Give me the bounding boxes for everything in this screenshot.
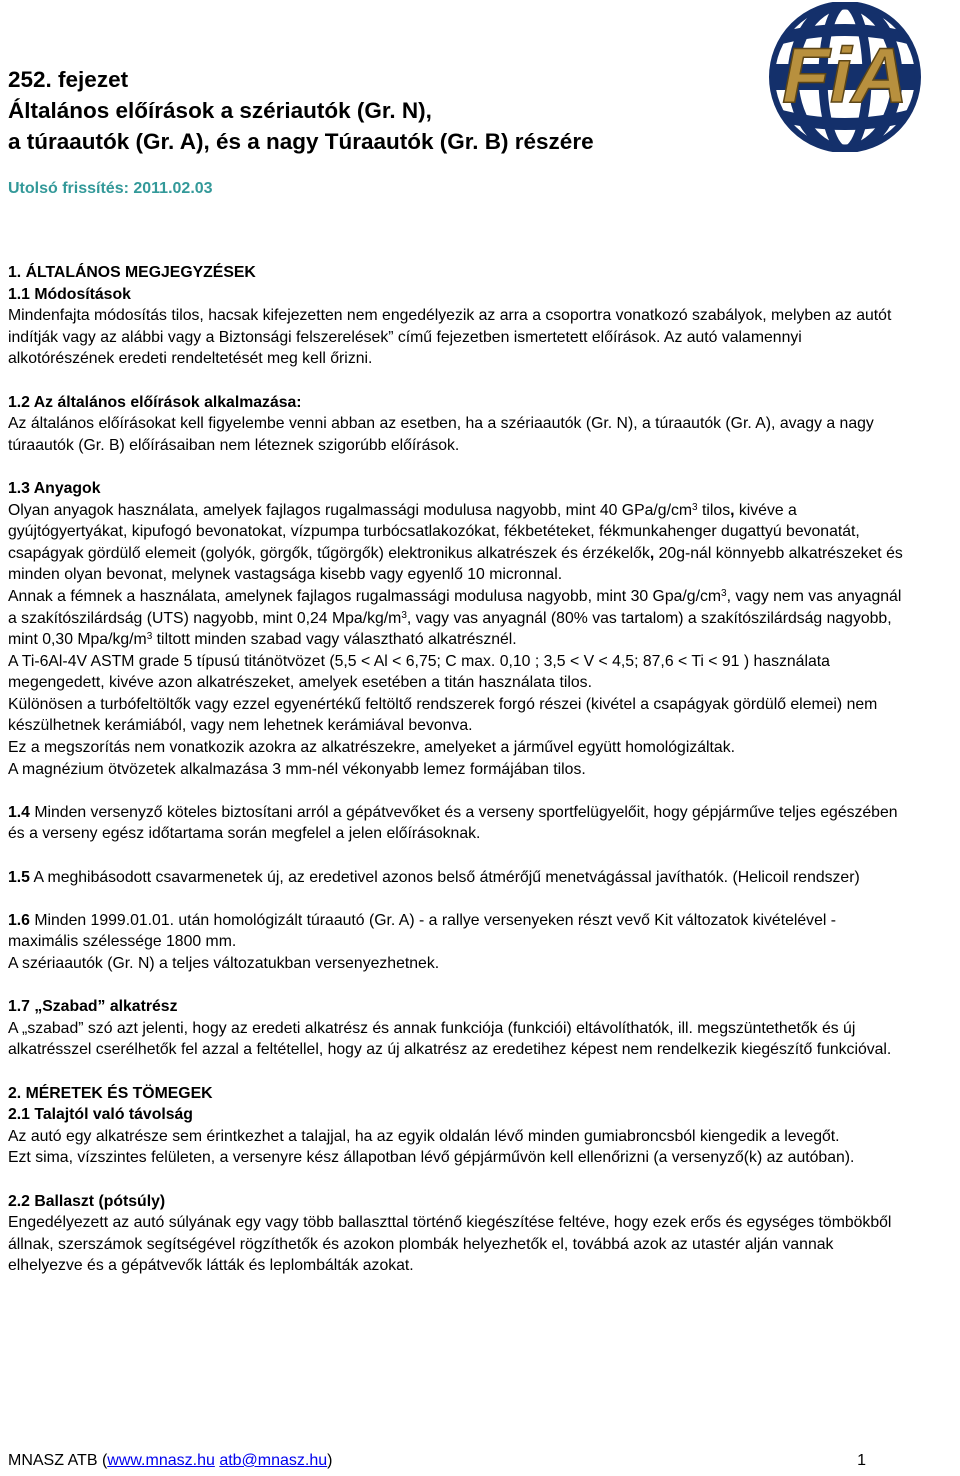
page-footer	[8, 1452, 866, 1470]
subsection-heading: 1.3 Anyagok	[8, 479, 101, 497]
paragraph: Különösen a turbófeltöltők vagy ezzel egyenértékű feltöltő rendszerek forgó részei (kivétel a csapágyak gördülő elemei) nem készülhetnek kerámiából, vagy nem lehetnek kerámiával bevonva.	[8, 695, 878, 735]
website-link[interactable]: www.mnasz.hu	[107, 1452, 215, 1469]
document-body	[8, 262, 908, 1277]
paragraph: Mindenfajta módosítás tilos, hacsak kifejezetten nem engedélyezik az arra a csoportra vonatkozó szabályok, melyben az autót indítják vagy az alábbi vagy a Biztonsági felszerelések” című fejezetben ismertetett előírások. Az autó valamennyi alkotórészének eredeti rendeltetését meg kell őrizni.	[8, 307, 892, 368]
paragraph: 1.5 A meghibásodott csavarmenetek új, az eredetivel azonos belső átmérőjű menetvágással javíthatók. (Helicoil rendszer)	[8, 868, 860, 886]
paragraph: Ezt sima, vízszintes felületen, a versenyre kész állapotban lévő gépjárművön kell ellenőrizni (a versenyző(k) az autóban).	[8, 1149, 855, 1167]
subsection-heading: 2.2 Ballaszt (pótsúly)	[8, 1192, 166, 1210]
page-number: 1	[857, 1452, 866, 1469]
paragraph: A „szabad” szó azt jelenti, hogy az eredeti alkatrész és annak funkciója (funkciói) eltávolíthatók, ill. megszüntethetők és új alkatrésszel cserélhetők fel azzal a feltétellel, hogy az új alkatrész az eredetihez képest nem rendelkezik kiegészítő funkcióval.	[8, 1019, 892, 1059]
page-title	[8, 64, 594, 157]
section-heading: 1. ÁLTALÁNOS MEGJEGYZÉSEK	[8, 264, 256, 281]
paragraph: 1.4 Minden versenyző köteles biztosítani arról a gépátvevőket és a verseny sportfelügyelőit, hogy gépjárműve teljes egészében és a verseny egész időtartama során megfelel a jelen előírásoknak.	[8, 803, 898, 843]
paragraph: A szériaautók (Gr. N) a teljes változatukban versenyezhetnek.	[8, 955, 440, 972]
paragraph: Ez a megszorítás nem vonatkozik azokra az alkatrészekre, amelyeket a járművel együtt homológizáltak.	[8, 739, 735, 757]
paragraph: Engedélyezett az autó súlyának egy vagy több ballaszttal történő kiegészítése feltéve, hogy ezek erős és egységes tömbökből állnak, szerszámok segítségével rögzíthetők és azokon plombák helyezhetők el, továbbá azok az utastér alján vannak elhelyezve és a gépátvevők látták és leplombálták azokat.	[8, 1214, 892, 1275]
subsection-heading: 1.7 „Szabad” alkatrész	[8, 998, 178, 1016]
paragraph: Az általános előírásokat kell figyelembe venni abban az esetben, ha a szériaautók (Gr. N), a túraautók (Gr. A), avagy a nagy túraautók (Gr. B) előírásaiban nem léteznek szigorúbb előírások.	[8, 415, 874, 454]
paragraph: 1.6 Minden 1999.01.01. után homológizált túraautó (Gr. A) - a rallye versenyeken részt vevő Kit változatok kivételével - maximális szélessége 1800 mm.	[8, 911, 837, 951]
subsection-heading: 2.1 Talajtól való távolság	[8, 1106, 193, 1124]
paragraph: Annak a fémnek a használata, amelynek fajlagos rugalmassági modulusa nagyobb, mint 30 Gpa/$g/cm^3$, vagy nem vas anyagnál a szakítószilárdság (UTS) nagyobb, mint 0,24 Mpa/$kg/m^3$, vagy vas anyagnál (80% vas tartalom) a szakítószilárdság nagyobb, mint 0,30 Mpa/$kg/m^3$ tiltott minden szabad vagy választható alkatrésznél.	[8, 587, 902, 649]
title-line: a túraautók (Gr. A), és a nagy Túraautók (Gr. B) részére	[8, 129, 594, 154]
paragraph: Olyan anyagok használata, amelyek fajlagos rugalmassági modulusa nagyobb, mint 40 GPa/$g/cm^3$ tilos, kivéve a gyújtógyertyákat, kipufogó bevonatokat, vízpumpa turbócsatlakozókat, fékbetéteket, fékmunkahenger dugattyú bevonatát, csapágyak gördülő elemeit (golyók, görgők, tűgörgők) elektronikus alkatrészek és érzékelők, 20g-nál könnyebb alkatrészeket és minden olyan bevonat, melynek vastagsága kisebb vagy egyenlő 10 micronnal.	[8, 501, 903, 584]
section-heading: 2. MÉRETEK ÉS TÖMEGEK	[8, 1084, 213, 1102]
paragraph: Az autó egy alkatrésze sem érintkezhet a talajjal, ha az egyik oldalán lévő minden gumiabroncsból kiengedik a levegőt.	[8, 1127, 840, 1145]
subsection-heading: 1.1 Módosítások	[8, 285, 131, 303]
email-link[interactable]: atb@mnasz.hu	[219, 1452, 328, 1469]
fia-logo	[734, 2, 956, 152]
title-line: Általános előírások a szériautók (Gr. N),	[8, 98, 432, 123]
fia-logo-text: FiA	[782, 31, 908, 119]
paragraph: A magnézium ötvözetek alkalmazása 3 mm-nél vékonyabb lemez formájában tilos.	[8, 760, 586, 778]
footer-contact: MNASZ ATB (www.mnasz.hu atb@mnasz.hu)	[8, 1452, 333, 1469]
paragraph: A Ti-6Al-4V ASTM grade 5 típusú titánötvözet (5,5 < Al < 6,75; C max. 0,10 ; 3,5 < V < 4,5; 87,6 < Ti < 91 ) használata megengedett, kivéve azon alkatrészeket, amelyek esetében a titán használata tilos.	[8, 652, 830, 692]
last-updated: Utolsó frissítés: 2011.02.03	[8, 180, 213, 197]
subsection-heading: 1.2 Az általános előírások alkalmazása:	[8, 393, 302, 411]
title-line: 252. fejezet	[8, 67, 129, 92]
